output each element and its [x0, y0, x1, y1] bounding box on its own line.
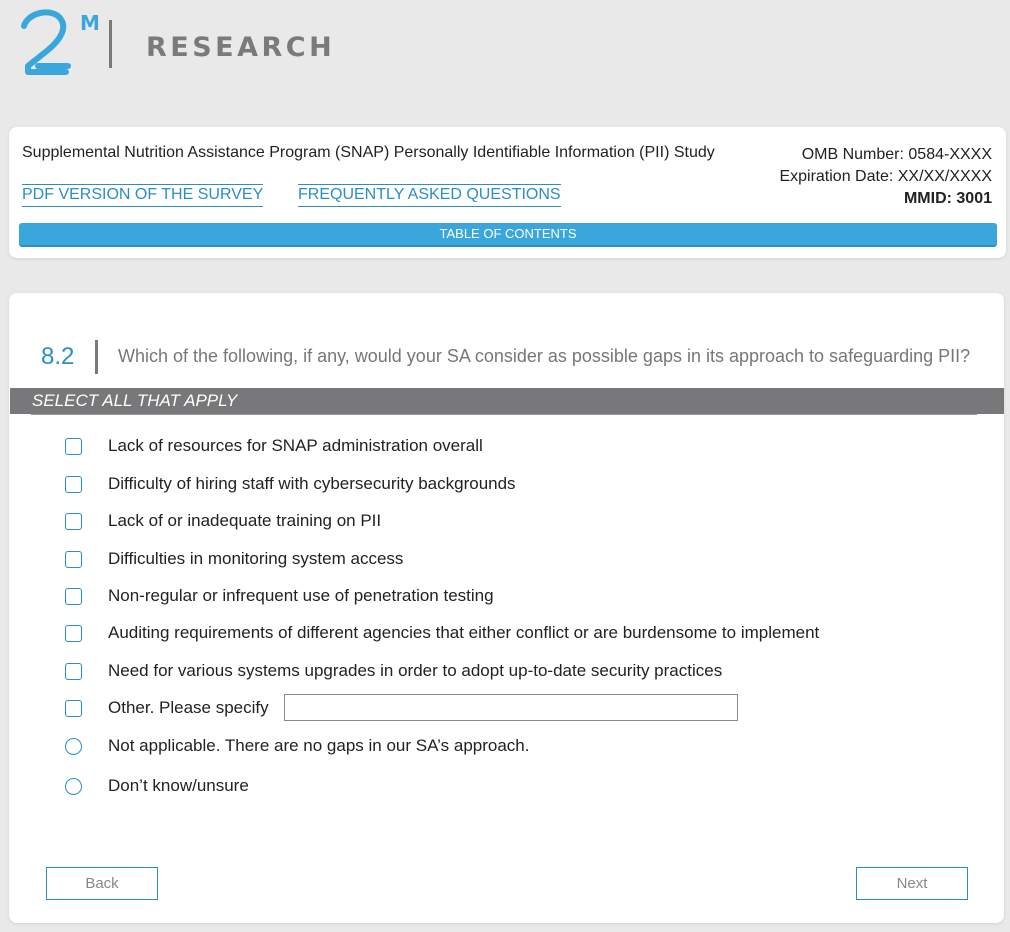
- radio-button[interactable]: [65, 738, 82, 755]
- question-number: 8.2: [41, 343, 75, 370]
- omb-info: [779, 144, 992, 210]
- option-label: Other. Please specify: [108, 698, 269, 717]
- option-not-applicable[interactable]: [65, 734, 530, 758]
- checkbox[interactable]: [65, 438, 82, 455]
- option-hiring-difficulty[interactable]: [65, 472, 516, 496]
- option-label: Difficulties in monitoring system access: [108, 549, 404, 568]
- mmid: MMID: 3001: [903, 190, 992, 207]
- option-system-upgrades[interactable]: [65, 659, 722, 683]
- option-dont-know[interactable]: [65, 774, 249, 798]
- logo-superscript: M: [80, 11, 100, 35]
- table-of-contents-button[interactable]: TABLE OF CONTENTS: [19, 223, 997, 247]
- 2m-logo-mark: [18, 6, 128, 86]
- pdf-version-link[interactable]: PDF VERSION OF THE SURVEY: [22, 184, 263, 207]
- option-training[interactable]: [65, 509, 381, 533]
- question-text: Which of the following, if any, would your SA consider as possible gaps in its approach to safeguarding PII?: [118, 346, 971, 366]
- question-separator: [95, 340, 98, 374]
- faq-link[interactable]: FREQUENTLY ASKED QUESTIONS: [298, 184, 561, 207]
- header-card: [9, 127, 1006, 258]
- checkbox[interactable]: [65, 476, 82, 493]
- option-monitoring-access[interactable]: [65, 547, 403, 571]
- option-label: Auditing requirements of different agencies that either conflict or are burdensome to implement: [108, 623, 820, 642]
- divider: [31, 414, 977, 415]
- logo: [18, 6, 336, 86]
- checkbox[interactable]: [65, 625, 82, 642]
- checkbox[interactable]: [65, 551, 82, 568]
- checkbox[interactable]: [65, 513, 82, 530]
- option-lack-of-resources[interactable]: [65, 434, 483, 458]
- option-penetration-testing[interactable]: [65, 584, 494, 608]
- option-auditing-requirements[interactable]: [65, 621, 819, 645]
- omb-number: OMB Number: 0584-XXXX: [801, 146, 992, 163]
- instruction-bar: SELECT ALL THAT APPLY: [10, 388, 1004, 414]
- option-other[interactable]: [65, 696, 269, 720]
- question-card: [9, 293, 1004, 923]
- option-label: Difficulty of hiring staff with cybersecurity backgrounds: [108, 474, 516, 493]
- next-button[interactable]: Next: [856, 867, 968, 900]
- option-label: Lack of or inadequate training on PII: [108, 511, 382, 530]
- option-label: Don’t know/unsure: [108, 776, 249, 795]
- radio-button[interactable]: [65, 778, 82, 795]
- option-label: Lack of resources for SNAP administration overall: [108, 436, 483, 455]
- expiration-date: Expiration Date: XX/XX/XXXX: [779, 168, 992, 185]
- option-label: Non-regular or infrequent use of penetration testing: [108, 586, 494, 605]
- checkbox[interactable]: [65, 588, 82, 605]
- back-button[interactable]: Back: [46, 867, 158, 900]
- option-label: Not applicable. There are no gaps in our SA’s approach.: [108, 736, 530, 755]
- checkbox[interactable]: [65, 663, 82, 680]
- logo-wordmark: RESEARCH: [146, 32, 336, 63]
- study-title: Supplemental Nutrition Assistance Program (SNAP) Personally Identifiable Information (PII) Study: [22, 144, 715, 161]
- other-specify-input[interactable]: [284, 694, 738, 721]
- checkbox[interactable]: [65, 700, 82, 717]
- option-label: Need for various systems upgrades in order to adopt up-to-date security practices: [108, 661, 723, 680]
